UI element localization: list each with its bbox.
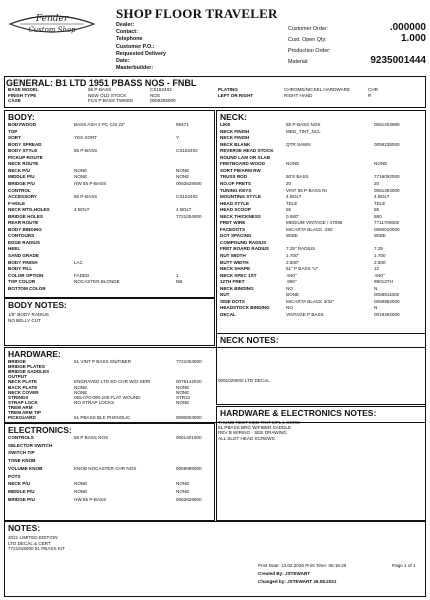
neck-cell: FACEDOTS	[220, 226, 246, 232]
electronics-cell: MIDDLE P/U	[8, 488, 35, 494]
neck-cell: NONE	[374, 161, 388, 167]
neck-cell: NECK FINISH	[220, 128, 250, 134]
neck-cell: 4 BOLT	[286, 194, 302, 200]
hardware-cell: ENGRAVED LTD ED CHR W/O SERI	[74, 379, 151, 385]
notes-title: NOTES:	[8, 523, 41, 533]
body-cell: NECK MTG.HOLES	[8, 207, 50, 213]
body-cell: BODY BINDING	[8, 226, 42, 232]
body-cell: NONE	[176, 167, 190, 173]
neck-cell: HEAD SCOOP	[220, 207, 251, 213]
hardware-cell: BRIDGE SADDLES	[8, 369, 50, 375]
neck-cell: 0061394000	[374, 187, 400, 193]
neck-cell: NO.OF FRETS	[220, 180, 251, 186]
hardware-cell: STRINGS	[8, 394, 29, 400]
header-field-label: Customer P.O.:	[116, 43, 155, 50]
neck-cell: 12TH FRET	[220, 279, 245, 285]
neck-cell: 7719092000	[374, 174, 400, 180]
neck-cell: NECK THICKNESS	[220, 213, 261, 219]
neck-cell: NECK BINDING	[220, 285, 254, 291]
electronics-title: ELECTRONICS:	[8, 425, 72, 435]
hardware-cell: NONE	[176, 389, 190, 395]
body-cell: BODY FILL	[8, 266, 33, 272]
neck-cell: WIDE	[286, 233, 298, 239]
material-value: 9235001444	[370, 55, 426, 66]
neck-cell: MICARTA BLACK .250	[286, 226, 333, 232]
fender-custom-shop-logo	[6, 6, 98, 42]
neck-cell: NECK FINISH	[220, 135, 250, 141]
hardware-cell: BRIDGE PLATES	[8, 364, 45, 370]
hardware-cell: PICKGUARD	[8, 415, 36, 421]
header-field-label: Requested Delivery	[116, 50, 167, 57]
electronics-cell: 55 P BASS NOS	[74, 435, 109, 440]
neck-cell: 0061403980	[374, 122, 400, 127]
hardware-cell: 0090804000	[176, 415, 202, 421]
neck-cell: BONE	[286, 292, 300, 298]
neck-notes-title: NECK NOTES:	[220, 335, 279, 345]
body-cell: NOCASTER BLONDE	[74, 279, 120, 285]
neck-cell: VINTAGE P BASS	[286, 311, 324, 317]
body-cell: PICKUP ROUTE	[8, 154, 43, 160]
neck-cell: MOUNTING STYLE	[220, 194, 262, 200]
neck-cell: .940"	[286, 272, 297, 278]
body-cell: SAND GRADE	[8, 253, 39, 258]
header-right-label: Material:	[288, 59, 309, 65]
header-right-values	[360, 22, 426, 66]
body-cell: NB	[176, 279, 183, 285]
body-cell: 7721004000	[176, 213, 202, 219]
neck-cell: 7.25" RADIUS	[286, 246, 316, 252]
header-right-label: Customer Order:	[288, 26, 329, 32]
electronics-cell: 0058085000	[176, 465, 202, 471]
neck-cell: QTR SAWN	[286, 141, 311, 147]
body-cell: NONE	[74, 174, 88, 180]
hardware-cell: NECK PLATE	[8, 379, 38, 385]
body-cell: EDGE RADIUS	[8, 239, 40, 245]
electronics-cell: VOLUME KNOB	[8, 465, 43, 471]
general-cell: CS152402	[150, 87, 172, 92]
neck-cell: 0019492000	[374, 311, 400, 317]
page-number: Page 1 of 1	[392, 563, 416, 568]
hardware-cell: BACK PLATE	[8, 384, 38, 390]
general-cell: NOS	[150, 92, 160, 98]
production-order-value	[360, 44, 426, 55]
general-cell: CHR	[368, 87, 378, 92]
electronics-cell: NONE	[74, 481, 88, 487]
neck-cell: VINT 55 P-BASS NI	[286, 187, 327, 193]
hardware-cell: NO STRAP LOCKS	[74, 399, 115, 405]
hardware-cell: TREM ARM TIP	[8, 410, 42, 415]
neck-cell: NO	[286, 285, 293, 291]
neck-cell: 7711706000	[374, 220, 400, 226]
hardware-cell: OUTPUT	[8, 374, 27, 380]
electronics-cell: NONE	[176, 488, 190, 494]
notes-line: 7721015000 51 PBASS KIT	[8, 546, 65, 552]
body-notes-title: BODY NOTES:	[8, 300, 67, 310]
hardware-cell: 51 VINT P BASS SN/FIBER	[74, 359, 132, 364]
neck-cell: FRET WIRE	[220, 220, 246, 226]
body-cell: TOP	[8, 128, 18, 134]
neck-cell: 20	[374, 180, 380, 186]
page-title: SHOP FLOOR TRAVELER	[116, 6, 278, 21]
body-cell: YES SORT	[74, 135, 98, 141]
body-cell: NECK ROUTE	[8, 161, 39, 167]
hw-notes-title: HARDWARE & ELECTRONICS NOTES:	[220, 408, 377, 418]
neck-cell: HEADSTOCK BINDING	[220, 305, 270, 311]
svg-text:Custom Shop: Custom Shop	[28, 26, 76, 34]
neck-cell: 4 BOLT	[374, 194, 390, 200]
general-cell: CHROME/NICKEL HARDWARE	[284, 87, 351, 92]
neck-cell: N	[374, 305, 378, 311]
hardware-cell: 51 PBASS BLK PHENOLIC	[74, 415, 131, 421]
general-cell: PLATING	[218, 87, 238, 92]
electronics-cell: 0061401000	[176, 435, 202, 440]
body-cell: FADED	[74, 272, 90, 278]
neck-cell: NO	[286, 305, 293, 311]
changed-by: Changed by: JSTEWART 26.08.2021	[258, 579, 337, 584]
body-cell: TOP COLOR	[8, 279, 36, 285]
body-cell: BODY FINISH	[8, 259, 38, 265]
general-cell: BASE MODEL	[8, 87, 39, 92]
neck-cell: 12	[374, 266, 380, 272]
general-cell: RIGHT HAND	[284, 92, 313, 98]
body-cell: CS152402	[176, 194, 198, 200]
body-cell: 59471	[176, 122, 189, 127]
body-cell: CONTROL	[8, 187, 31, 193]
hardware-title: HARDWARE:	[8, 349, 61, 359]
neck-cell: BUTT WIDTH	[220, 259, 249, 265]
neck-cell: TELE	[374, 200, 386, 206]
neck-cell: MICARTA BLACK 3/32"	[286, 298, 335, 304]
neck-cell: .990"	[286, 279, 297, 285]
svg-text:Fender: Fender	[35, 14, 69, 24]
hardware-cell: 0079142020	[176, 379, 202, 385]
neck-cell: HEAD STYLE	[220, 200, 250, 206]
electronics-cell: BRIDGE P/U	[8, 496, 35, 502]
body-cell: CONTOURS	[8, 233, 35, 239]
neck-cell: MEDIUM VINTAGE / 47095	[286, 220, 343, 226]
neck-cell: 99012TH	[374, 279, 393, 285]
neck-cell: FRETBOARD WOOD	[220, 161, 265, 167]
neck-cell: 0.580"	[286, 213, 300, 219]
body-cell: 1	[176, 272, 179, 278]
neck-cell: 50'S BASS	[286, 174, 309, 180]
notes-line: LTD DECAL & CERT	[8, 540, 51, 546]
neck-cell: TELE	[286, 200, 298, 206]
electronics-cell: 0063629000	[176, 496, 202, 502]
neck-cell: REVERSE HEAD STOCK	[220, 148, 274, 154]
hw_notes-line: 51 PBASS BRG W/FIBER SADDLE	[218, 425, 292, 431]
hardware-cell: STR21	[176, 394, 191, 400]
neck-cell: 2.500"	[286, 259, 300, 265]
body-cell: NECK P/U	[8, 167, 30, 173]
neck-cell: NECK BLANK	[220, 141, 251, 147]
hw_notes-line: ALL SLOT HEAD SCREWS	[218, 435, 275, 441]
neck-cell: 7.25	[374, 246, 383, 252]
neck-cell: NECK SHAPE	[220, 266, 251, 272]
neck-cell: NECK SPEC 1ST	[220, 272, 257, 278]
hardware-cell: NONE	[74, 389, 88, 395]
body-cell: ACCESSORY	[8, 194, 37, 200]
print-date: Print Date: 13.02.2026 Print Time: 05:16:29	[258, 563, 347, 568]
neck-cell: 2.500	[374, 259, 386, 265]
hardware-cell: NECK COVER	[8, 389, 39, 395]
body-cell: MIDDLE P/U	[8, 174, 35, 180]
body-cell: CS152402	[176, 148, 198, 154]
neck-cell: ROUND LAM OR SLAB	[220, 154, 271, 160]
body-cell: BODYWOOD	[8, 122, 37, 127]
general-cell: R	[368, 92, 372, 98]
electronics-cell: CONTROLS	[8, 435, 34, 440]
neck-cell: .940"	[374, 272, 385, 278]
body-cell: REAR ROUTE	[8, 220, 39, 226]
electronics-cell: KNOB NOCASTER CHR NOS	[74, 465, 137, 471]
neck-title: NECK:	[220, 112, 247, 122]
neck-cell: 55	[286, 207, 292, 213]
notes-section	[4, 521, 426, 597]
neck-cell: LIKE	[220, 122, 231, 127]
body-cell: NONE	[176, 174, 190, 180]
electronics-cell: TONE KNOB	[8, 458, 36, 464]
body-cell: BOTTOM COLOR	[8, 285, 46, 291]
header-field-label: Contact:	[116, 29, 138, 36]
open-qty-value: 1.000	[400, 33, 426, 44]
neck-cell: DECAL	[220, 311, 236, 317]
electronics-cell: NONE	[176, 481, 190, 487]
electronics-cell: HW 55 P-BASS	[74, 496, 107, 502]
body-cell: 0063629000	[176, 180, 202, 186]
electronics-cell: SWITCH TIP	[8, 450, 35, 456]
neck-cell: SORT FB/ARM RW	[220, 167, 261, 173]
body-cell: 55 P-BASS	[74, 194, 98, 200]
hardware-side-value: 0081028000 LTD DECAL	[218, 378, 270, 383]
body-cell: BRIDGE P/U	[8, 180, 35, 186]
body-cell: 4 BOLT	[74, 207, 90, 213]
customer-order-value: .000000	[389, 22, 426, 33]
body-cell: LAC	[74, 259, 83, 265]
neck-cell: 0058911000	[374, 292, 400, 298]
body_notes-line: NO BELLY CUT	[8, 317, 41, 323]
neck-cell: MED_TINT_NCL	[286, 128, 321, 134]
neck-cell: 1.700"	[286, 253, 300, 258]
body-cell: BODY SPREAD	[8, 141, 42, 147]
general-cell: 0059255000	[150, 98, 176, 104]
body-title: BODY:	[8, 112, 35, 122]
neck-cell: 0060010000	[374, 226, 400, 232]
header-field-label: Dealer:	[116, 22, 135, 28]
hardware-cell: BRIDGE	[8, 359, 26, 364]
electronics-cell: NECK P/U	[8, 481, 30, 487]
header-fields	[116, 22, 166, 72]
neck-cell: COMPOUND RADIUS	[220, 239, 267, 245]
hw_notes-line: THUMB REST MED TINT MPL 1 SCRW	[218, 420, 301, 425]
hardware-cell: 7721004000	[176, 359, 202, 364]
general-cell: NEW OLD STOCK	[88, 92, 127, 98]
body-cell: BODY STYLE	[8, 148, 38, 154]
neck-cell: TRUSS ROD	[220, 174, 248, 180]
neck-cell: 580	[374, 213, 382, 219]
hardware-cell: TREM ARM	[8, 404, 33, 410]
neck-cell: WIDE	[374, 233, 386, 239]
neck-cell: NUT WIDTH	[220, 253, 246, 258]
neck-cell: N	[374, 285, 378, 291]
electronics-cell: POTS	[8, 473, 21, 479]
neck-cell: DOT SPACING	[220, 233, 252, 239]
neck-cell: 0058238000	[374, 141, 400, 147]
neck-cell: 1.700	[374, 253, 386, 258]
neck-cell: 51" P BASS "U"	[286, 266, 319, 272]
header-field-label: Masterbuilder:	[116, 65, 154, 72]
body-cell: BASS ASH 2 PC C/S 22"	[74, 122, 126, 127]
general-cell: 55 P-BASS	[88, 87, 112, 92]
hardware-cell: NONE	[176, 384, 190, 390]
body-cell: F-HOLE	[8, 200, 26, 206]
neck-cell: NONE	[286, 161, 300, 167]
neck-cell: NUT	[220, 292, 230, 298]
general-cell: FCS P BASS TWEED	[88, 98, 133, 104]
hw_notes-line: REV B WIRING - SEE DRAWING	[218, 430, 287, 436]
header-field-label: Telephone	[116, 36, 143, 43]
body-cell: SORT	[8, 135, 21, 141]
header-right-labels	[288, 24, 331, 68]
hardware-cell: NONE	[74, 384, 88, 390]
header-right-label: Cust. Open Qty:	[288, 37, 327, 43]
neck-cell: 20	[286, 180, 292, 186]
hardware-cell: NONE	[176, 399, 190, 405]
body_notes-line: 1/8" BODY RADIUS	[8, 312, 49, 317]
hardware-cell: 055-070-090-105 FLAT WOUND	[74, 394, 141, 400]
neck-cell: 55 P-BASS NOS	[286, 122, 321, 127]
general-cell: FINISH TYPE	[8, 92, 37, 98]
body-cell: NONE	[74, 167, 88, 173]
body-section	[4, 110, 215, 298]
body-cell: Y	[176, 135, 180, 141]
general-cell: CASE	[8, 98, 21, 104]
neck-cell: 55	[374, 207, 380, 213]
neck-cell: SIDE DOTS	[220, 298, 245, 304]
body-cell: HW 55 P-BASS	[74, 180, 107, 186]
notes-line: 2021 LIMITED EDITION	[8, 535, 58, 540]
body-cell: BRIDGE HOLES	[8, 213, 43, 219]
header-field-label: Date:	[116, 58, 130, 65]
body-cell: 4 BOLT	[176, 207, 192, 213]
body-cell: COLOR OPTION	[8, 272, 44, 278]
body-cell: HEEL	[8, 246, 21, 252]
header-right-label: Production Order:	[288, 48, 331, 54]
neck-cell: TUNING KEYS	[220, 187, 252, 193]
created-by: Created By: JSTEWART	[258, 571, 311, 576]
general-cell: LEFT OR RIGHT	[218, 92, 254, 98]
neck-cell: FRET BOARD RADIUS	[220, 246, 269, 252]
electronics-cell: SELECTOR SWITCH	[8, 442, 53, 448]
neck-cell: 0059952000	[374, 298, 400, 304]
hardware-cell: STRAP LOCK	[8, 399, 38, 405]
general-title: GENERAL: B1 LTD 1951 PBASS NOS - FNBL	[6, 78, 197, 88]
body-cell: 55 P-BASS	[74, 148, 98, 154]
electronics-cell: NONE	[74, 488, 88, 494]
